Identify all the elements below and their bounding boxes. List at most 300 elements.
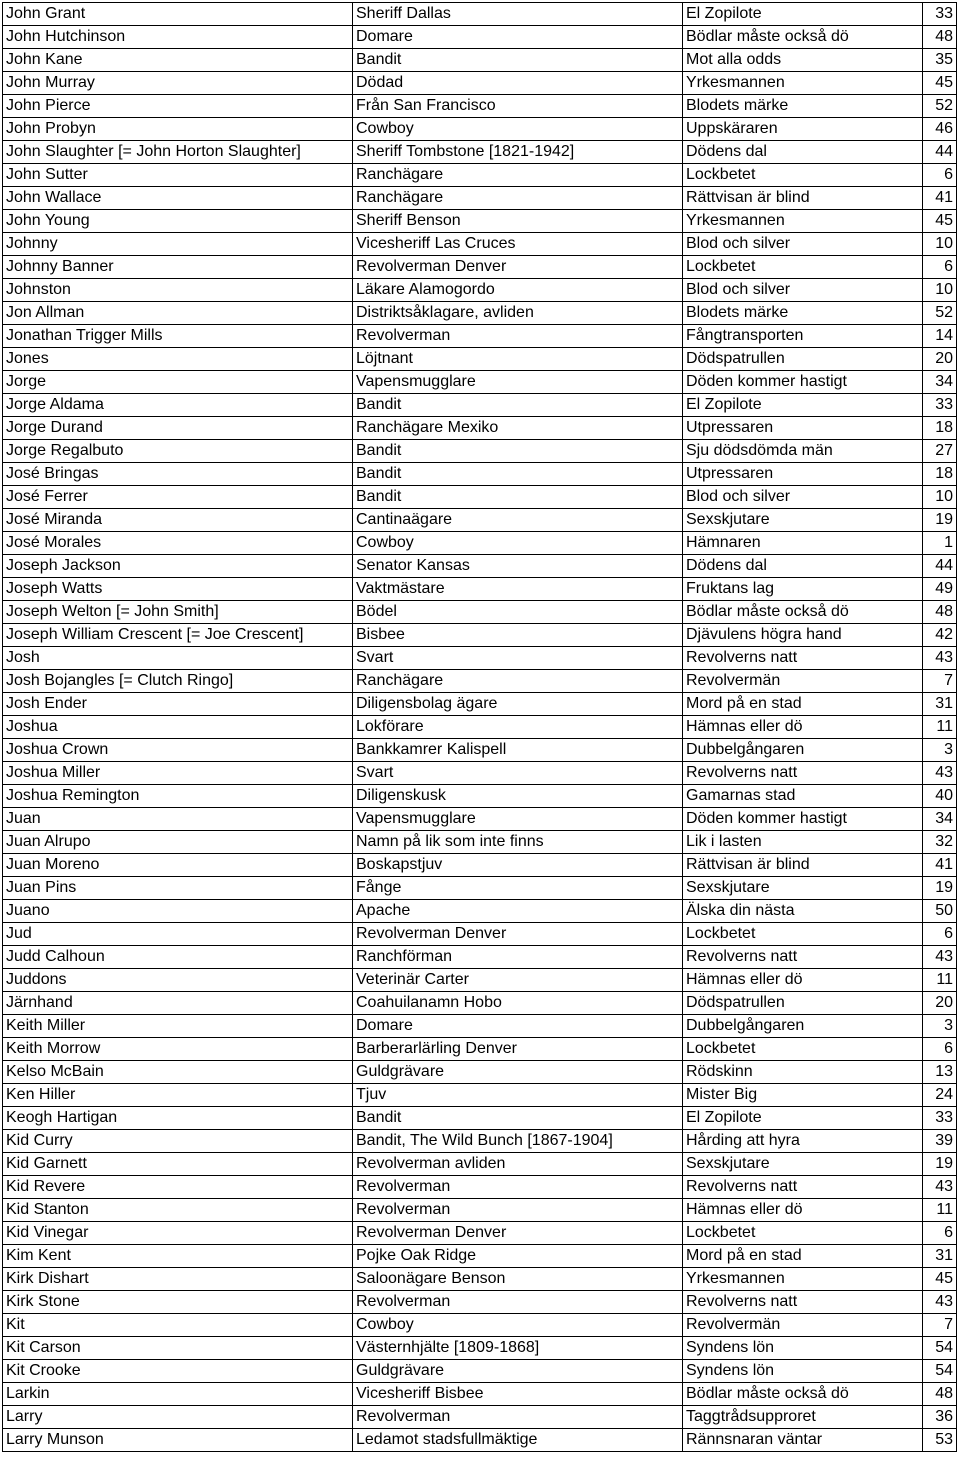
role-cell: Domare: [353, 26, 683, 49]
role-cell: Saloonägare Benson: [353, 1268, 683, 1291]
film-cell: Blod och silver: [683, 279, 923, 302]
table-row: [3, 1337, 957, 1360]
number-cell: 33: [923, 394, 957, 417]
film-cell: Dubbelgångaren: [683, 1015, 923, 1038]
number-cell: 48: [923, 1383, 957, 1406]
name-cell: Larry Munson: [3, 1429, 353, 1452]
name-cell: Joshua Miller: [3, 762, 353, 785]
role-cell: Barberarlärling Denver: [353, 1038, 683, 1061]
film-cell: Rättvisan är blind: [683, 187, 923, 210]
table-row: [3, 440, 957, 463]
table-row: [3, 302, 957, 325]
name-cell: John Hutchinson: [3, 26, 353, 49]
film-cell: Dödspatrullen: [683, 992, 923, 1015]
film-cell: Revolverns natt: [683, 1291, 923, 1314]
table-row: [3, 1199, 957, 1222]
film-cell: Lockbetet: [683, 256, 923, 279]
number-cell: 3: [923, 739, 957, 762]
number-cell: 19: [923, 1153, 957, 1176]
table-row: [3, 1406, 957, 1429]
film-cell: Mord på en stad: [683, 693, 923, 716]
number-cell: 50: [923, 900, 957, 923]
number-cell: 45: [923, 72, 957, 95]
number-cell: 44: [923, 141, 957, 164]
name-cell: Josh Bojangles [= Clutch Ringo]: [3, 670, 353, 693]
role-cell: Revolverman: [353, 1199, 683, 1222]
table-row: [3, 486, 957, 509]
table-row: [3, 877, 957, 900]
name-cell: Kit Carson: [3, 1337, 353, 1360]
table-row: [3, 532, 957, 555]
film-cell: Revolverns natt: [683, 1176, 923, 1199]
role-cell: Revolverman Denver: [353, 1222, 683, 1245]
name-cell: Juan Moreno: [3, 854, 353, 877]
film-cell: Lockbetet: [683, 1222, 923, 1245]
number-cell: 46: [923, 118, 957, 141]
film-cell: Lockbetet: [683, 923, 923, 946]
role-cell: Revolverman Denver: [353, 923, 683, 946]
number-cell: 11: [923, 1199, 957, 1222]
name-cell: John Sutter: [3, 164, 353, 187]
name-cell: Juddons: [3, 969, 353, 992]
name-cell: Jorge Durand: [3, 417, 353, 440]
number-cell: 45: [923, 1268, 957, 1291]
name-cell: John Slaughter [= John Horton Slaughter]: [3, 141, 353, 164]
film-cell: Djävulens högra hand: [683, 624, 923, 647]
name-cell: John Young: [3, 210, 353, 233]
film-cell: Uppskäraren: [683, 118, 923, 141]
number-cell: 14: [923, 325, 957, 348]
role-cell: Cantinaägare: [353, 509, 683, 532]
number-cell: 10: [923, 279, 957, 302]
role-cell: Coahuilanamn Hobo: [353, 992, 683, 1015]
film-cell: Lik i lasten: [683, 831, 923, 854]
film-cell: Dödens dal: [683, 141, 923, 164]
table-row: [3, 394, 957, 417]
number-cell: 43: [923, 946, 957, 969]
table-row: [3, 739, 957, 762]
number-cell: 41: [923, 854, 957, 877]
table-row: [3, 3, 957, 26]
role-cell: Bandit: [353, 49, 683, 72]
role-cell: Revolverman Denver: [353, 256, 683, 279]
name-cell: Jones: [3, 348, 353, 371]
number-cell: 34: [923, 808, 957, 831]
number-cell: 45: [923, 210, 957, 233]
number-cell: 52: [923, 302, 957, 325]
number-cell: 40: [923, 785, 957, 808]
table-row: [3, 509, 957, 532]
role-cell: Guldgrävare: [353, 1061, 683, 1084]
number-cell: 49: [923, 578, 957, 601]
table-row: [3, 49, 957, 72]
table-row: [3, 256, 957, 279]
table-row: [3, 95, 957, 118]
role-cell: Apache: [353, 900, 683, 923]
table-row: [3, 670, 957, 693]
number-cell: 48: [923, 601, 957, 624]
film-cell: El Zopilote: [683, 3, 923, 26]
number-cell: 43: [923, 762, 957, 785]
table-row: [3, 785, 957, 808]
table-row: [3, 26, 957, 49]
film-cell: Gamarnas stad: [683, 785, 923, 808]
table-row: [3, 647, 957, 670]
number-cell: 13: [923, 1061, 957, 1084]
film-cell: Lockbetet: [683, 164, 923, 187]
role-cell: Bödel: [353, 601, 683, 624]
table-row: [3, 1107, 957, 1130]
table-row: [3, 1222, 957, 1245]
name-cell: Josh Ender: [3, 693, 353, 716]
name-cell: Kit Crooke: [3, 1360, 353, 1383]
table-row: [3, 808, 957, 831]
name-cell: Larry: [3, 1406, 353, 1429]
table-row: [3, 233, 957, 256]
name-cell: Kid Garnett: [3, 1153, 353, 1176]
name-cell: John Probyn: [3, 118, 353, 141]
film-cell: Fångtransporten: [683, 325, 923, 348]
table-row: [3, 1130, 957, 1153]
film-cell: Bödlar måste också dö: [683, 26, 923, 49]
role-cell: Ranchägare: [353, 670, 683, 693]
film-cell: Sexskjutare: [683, 1153, 923, 1176]
role-cell: Cowboy: [353, 1314, 683, 1337]
table-row: [3, 1268, 957, 1291]
number-cell: 52: [923, 95, 957, 118]
film-cell: Bödlar måste också dö: [683, 1383, 923, 1406]
table-row: [3, 72, 957, 95]
film-cell: Lockbetet: [683, 1038, 923, 1061]
name-cell: Joshua Crown: [3, 739, 353, 762]
role-cell: Veterinär Carter: [353, 969, 683, 992]
table-row: [3, 969, 957, 992]
number-cell: 6: [923, 1222, 957, 1245]
film-cell: Mister Big: [683, 1084, 923, 1107]
table-row: [3, 624, 957, 647]
role-cell: Västernhjälte [1809-1868]: [353, 1337, 683, 1360]
film-cell: Döden kommer hastigt: [683, 808, 923, 831]
role-cell: Senator Kansas: [353, 555, 683, 578]
number-cell: 54: [923, 1337, 957, 1360]
number-cell: 43: [923, 1176, 957, 1199]
table-row: [3, 716, 957, 739]
name-cell: Juan Alrupo: [3, 831, 353, 854]
role-cell: Lokförare: [353, 716, 683, 739]
name-cell: Keith Miller: [3, 1015, 353, 1038]
name-cell: Josh: [3, 647, 353, 670]
name-cell: Larkin: [3, 1383, 353, 1406]
role-cell: Vapensmugglare: [353, 371, 683, 394]
name-cell: John Grant: [3, 3, 353, 26]
table-row: [3, 325, 957, 348]
film-cell: Dödspatrullen: [683, 348, 923, 371]
role-cell: Dödad: [353, 72, 683, 95]
number-cell: 6: [923, 923, 957, 946]
table-row: [3, 992, 957, 1015]
role-cell: Guldgrävare: [353, 1360, 683, 1383]
role-cell: Bandit: [353, 486, 683, 509]
name-cell: José Ferrer: [3, 486, 353, 509]
name-cell: Kid Revere: [3, 1176, 353, 1199]
name-cell: Jorge: [3, 371, 353, 394]
table-row: [3, 417, 957, 440]
film-cell: Yrkesmannen: [683, 72, 923, 95]
table-row: [3, 693, 957, 716]
film-cell: Hämnaren: [683, 532, 923, 555]
film-cell: Hämnas eller dö: [683, 969, 923, 992]
name-cell: Kid Vinegar: [3, 1222, 353, 1245]
film-cell: Rödskinn: [683, 1061, 923, 1084]
name-cell: Kim Kent: [3, 1245, 353, 1268]
name-cell: Jorge Aldama: [3, 394, 353, 417]
role-cell: Sheriff Tombstone [1821-1942]: [353, 141, 683, 164]
number-cell: 10: [923, 233, 957, 256]
role-cell: Från San Francisco: [353, 95, 683, 118]
name-cell: Keogh Hartigan: [3, 1107, 353, 1130]
film-cell: El Zopilote: [683, 1107, 923, 1130]
number-cell: 18: [923, 463, 957, 486]
number-cell: 43: [923, 647, 957, 670]
role-cell: Bankkamrer Kalispell: [353, 739, 683, 762]
name-cell: Kirk Stone: [3, 1291, 353, 1314]
name-cell: Kit: [3, 1314, 353, 1337]
table-row: [3, 118, 957, 141]
name-cell: Kid Stanton: [3, 1199, 353, 1222]
film-cell: El Zopilote: [683, 394, 923, 417]
role-cell: Revolverman avliden: [353, 1153, 683, 1176]
role-cell: Ranchägare: [353, 187, 683, 210]
number-cell: 43: [923, 1291, 957, 1314]
film-cell: Syndens lön: [683, 1360, 923, 1383]
table-row: [3, 1291, 957, 1314]
film-cell: Yrkesmannen: [683, 210, 923, 233]
name-cell: John Kane: [3, 49, 353, 72]
name-cell: Jud: [3, 923, 353, 946]
role-cell: Fånge: [353, 877, 683, 900]
role-cell: Boskapstjuv: [353, 854, 683, 877]
role-cell: Vapensmugglare: [353, 808, 683, 831]
number-cell: 35: [923, 49, 957, 72]
film-cell: Taggtrådsupproret: [683, 1406, 923, 1429]
film-cell: Mot alla odds: [683, 49, 923, 72]
role-cell: Vaktmästare: [353, 578, 683, 601]
film-cell: Blod och silver: [683, 486, 923, 509]
name-cell: Joseph William Crescent [= Joe Crescent]: [3, 624, 353, 647]
name-cell: Joseph Watts: [3, 578, 353, 601]
role-cell: Distriktsåklagare, avliden: [353, 302, 683, 325]
character-table: [2, 2, 957, 1452]
number-cell: 20: [923, 348, 957, 371]
number-cell: 1: [923, 532, 957, 555]
film-cell: Bödlar måste också dö: [683, 601, 923, 624]
name-cell: Johnston: [3, 279, 353, 302]
role-cell: Bisbee: [353, 624, 683, 647]
name-cell: Judd Calhoun: [3, 946, 353, 969]
role-cell: Cowboy: [353, 118, 683, 141]
film-cell: Mord på en stad: [683, 1245, 923, 1268]
name-cell: John Pierce: [3, 95, 353, 118]
table-row: [3, 1314, 957, 1337]
number-cell: 53: [923, 1429, 957, 1452]
film-cell: Rännsnaran väntar: [683, 1429, 923, 1452]
film-cell: Utpressaren: [683, 417, 923, 440]
table-row: [3, 1015, 957, 1038]
number-cell: 41: [923, 187, 957, 210]
name-cell: José Morales: [3, 532, 353, 555]
table-row: [3, 187, 957, 210]
number-cell: 6: [923, 256, 957, 279]
role-cell: Bandit: [353, 463, 683, 486]
role-cell: Tjuv: [353, 1084, 683, 1107]
role-cell: Vicesheriff Las Cruces: [353, 233, 683, 256]
film-cell: Yrkesmannen: [683, 1268, 923, 1291]
table-row: [3, 279, 957, 302]
number-cell: 42: [923, 624, 957, 647]
number-cell: 44: [923, 555, 957, 578]
number-cell: 36: [923, 1406, 957, 1429]
role-cell: Sheriff Dallas: [353, 3, 683, 26]
film-cell: Utpressaren: [683, 463, 923, 486]
name-cell: Joshua: [3, 716, 353, 739]
role-cell: Revolverman: [353, 1176, 683, 1199]
name-cell: John Wallace: [3, 187, 353, 210]
table-row: [3, 1153, 957, 1176]
number-cell: 33: [923, 3, 957, 26]
film-cell: Blodets märke: [683, 95, 923, 118]
number-cell: 6: [923, 1038, 957, 1061]
film-cell: Fruktans lag: [683, 578, 923, 601]
name-cell: Johnny Banner: [3, 256, 353, 279]
name-cell: Juano: [3, 900, 353, 923]
table-row: [3, 1383, 957, 1406]
table-row: [3, 923, 957, 946]
role-cell: Ranchägare Mexiko: [353, 417, 683, 440]
number-cell: 54: [923, 1360, 957, 1383]
table-row: [3, 1429, 957, 1452]
film-cell: Dödens dal: [683, 555, 923, 578]
number-cell: 18: [923, 417, 957, 440]
role-cell: Revolverman: [353, 1406, 683, 1429]
name-cell: José Bringas: [3, 463, 353, 486]
number-cell: 19: [923, 509, 957, 532]
film-cell: Sexskjutare: [683, 877, 923, 900]
table-body: [3, 3, 957, 1452]
role-cell: Vicesheriff Bisbee: [353, 1383, 683, 1406]
film-cell: Syndens lön: [683, 1337, 923, 1360]
role-cell: Bandit, The Wild Bunch [1867-1904]: [353, 1130, 683, 1153]
name-cell: Järnhand: [3, 992, 353, 1015]
role-cell: Svart: [353, 647, 683, 670]
role-cell: Löjtnant: [353, 348, 683, 371]
table-row: [3, 1245, 957, 1268]
film-cell: Sexskjutare: [683, 509, 923, 532]
film-cell: Revolvermän: [683, 670, 923, 693]
role-cell: Domare: [353, 1015, 683, 1038]
name-cell: Jonathan Trigger Mills: [3, 325, 353, 348]
role-cell: Bandit: [353, 394, 683, 417]
role-cell: Revolverman: [353, 1291, 683, 1314]
film-cell: Dubbelgångaren: [683, 739, 923, 762]
film-cell: Döden kommer hastigt: [683, 371, 923, 394]
number-cell: 3: [923, 1015, 957, 1038]
table-row: [3, 900, 957, 923]
name-cell: Kirk Dishart: [3, 1268, 353, 1291]
table-row: [3, 831, 957, 854]
number-cell: 31: [923, 1245, 957, 1268]
name-cell: Joshua Remington: [3, 785, 353, 808]
table-row: [3, 141, 957, 164]
number-cell: 20: [923, 992, 957, 1015]
role-cell: Diligenskusk: [353, 785, 683, 808]
table-row: [3, 164, 957, 187]
name-cell: Joseph Jackson: [3, 555, 353, 578]
role-cell: Cowboy: [353, 532, 683, 555]
film-cell: Blod och silver: [683, 233, 923, 256]
name-cell: Johnny: [3, 233, 353, 256]
number-cell: 34: [923, 371, 957, 394]
role-cell: Bandit: [353, 1107, 683, 1130]
number-cell: 27: [923, 440, 957, 463]
table-row: [3, 1038, 957, 1061]
role-cell: Sheriff Benson: [353, 210, 683, 233]
name-cell: Jon Allman: [3, 302, 353, 325]
name-cell: Keith Morrow: [3, 1038, 353, 1061]
table-row: [3, 555, 957, 578]
table-row: [3, 854, 957, 877]
role-cell: Pojke Oak Ridge: [353, 1245, 683, 1268]
name-cell: Juan: [3, 808, 353, 831]
number-cell: 11: [923, 716, 957, 739]
name-cell: José Miranda: [3, 509, 353, 532]
film-cell: Rättvisan är blind: [683, 854, 923, 877]
table-row: [3, 1061, 957, 1084]
number-cell: 32: [923, 831, 957, 854]
table-row: [3, 601, 957, 624]
table-row: [3, 371, 957, 394]
name-cell: Ken Hiller: [3, 1084, 353, 1107]
table-row: [3, 463, 957, 486]
number-cell: 7: [923, 670, 957, 693]
table-row: [3, 348, 957, 371]
table-row: [3, 578, 957, 601]
table-row: [3, 1084, 957, 1107]
role-cell: Läkare Alamogordo: [353, 279, 683, 302]
film-cell: Sju dödsdömda män: [683, 440, 923, 463]
film-cell: Hämnas eller dö: [683, 1199, 923, 1222]
name-cell: Joseph Welton [= John Smith]: [3, 601, 353, 624]
film-cell: Revolverns natt: [683, 946, 923, 969]
role-cell: Diligensbolag ägare: [353, 693, 683, 716]
number-cell: 24: [923, 1084, 957, 1107]
table-row: [3, 1360, 957, 1383]
role-cell: Bandit: [353, 440, 683, 463]
film-cell: Revolverns natt: [683, 647, 923, 670]
number-cell: 6: [923, 164, 957, 187]
table-row: [3, 762, 957, 785]
film-cell: Älska din nästa: [683, 900, 923, 923]
name-cell: Kid Curry: [3, 1130, 353, 1153]
number-cell: 10: [923, 486, 957, 509]
table-row: [3, 1176, 957, 1199]
table-row: [3, 210, 957, 233]
name-cell: Juan Pins: [3, 877, 353, 900]
name-cell: Kelso McBain: [3, 1061, 353, 1084]
role-cell: Revolverman: [353, 325, 683, 348]
name-cell: Jorge Regalbuto: [3, 440, 353, 463]
role-cell: Namn på lik som inte finns: [353, 831, 683, 854]
film-cell: Revolverns natt: [683, 762, 923, 785]
